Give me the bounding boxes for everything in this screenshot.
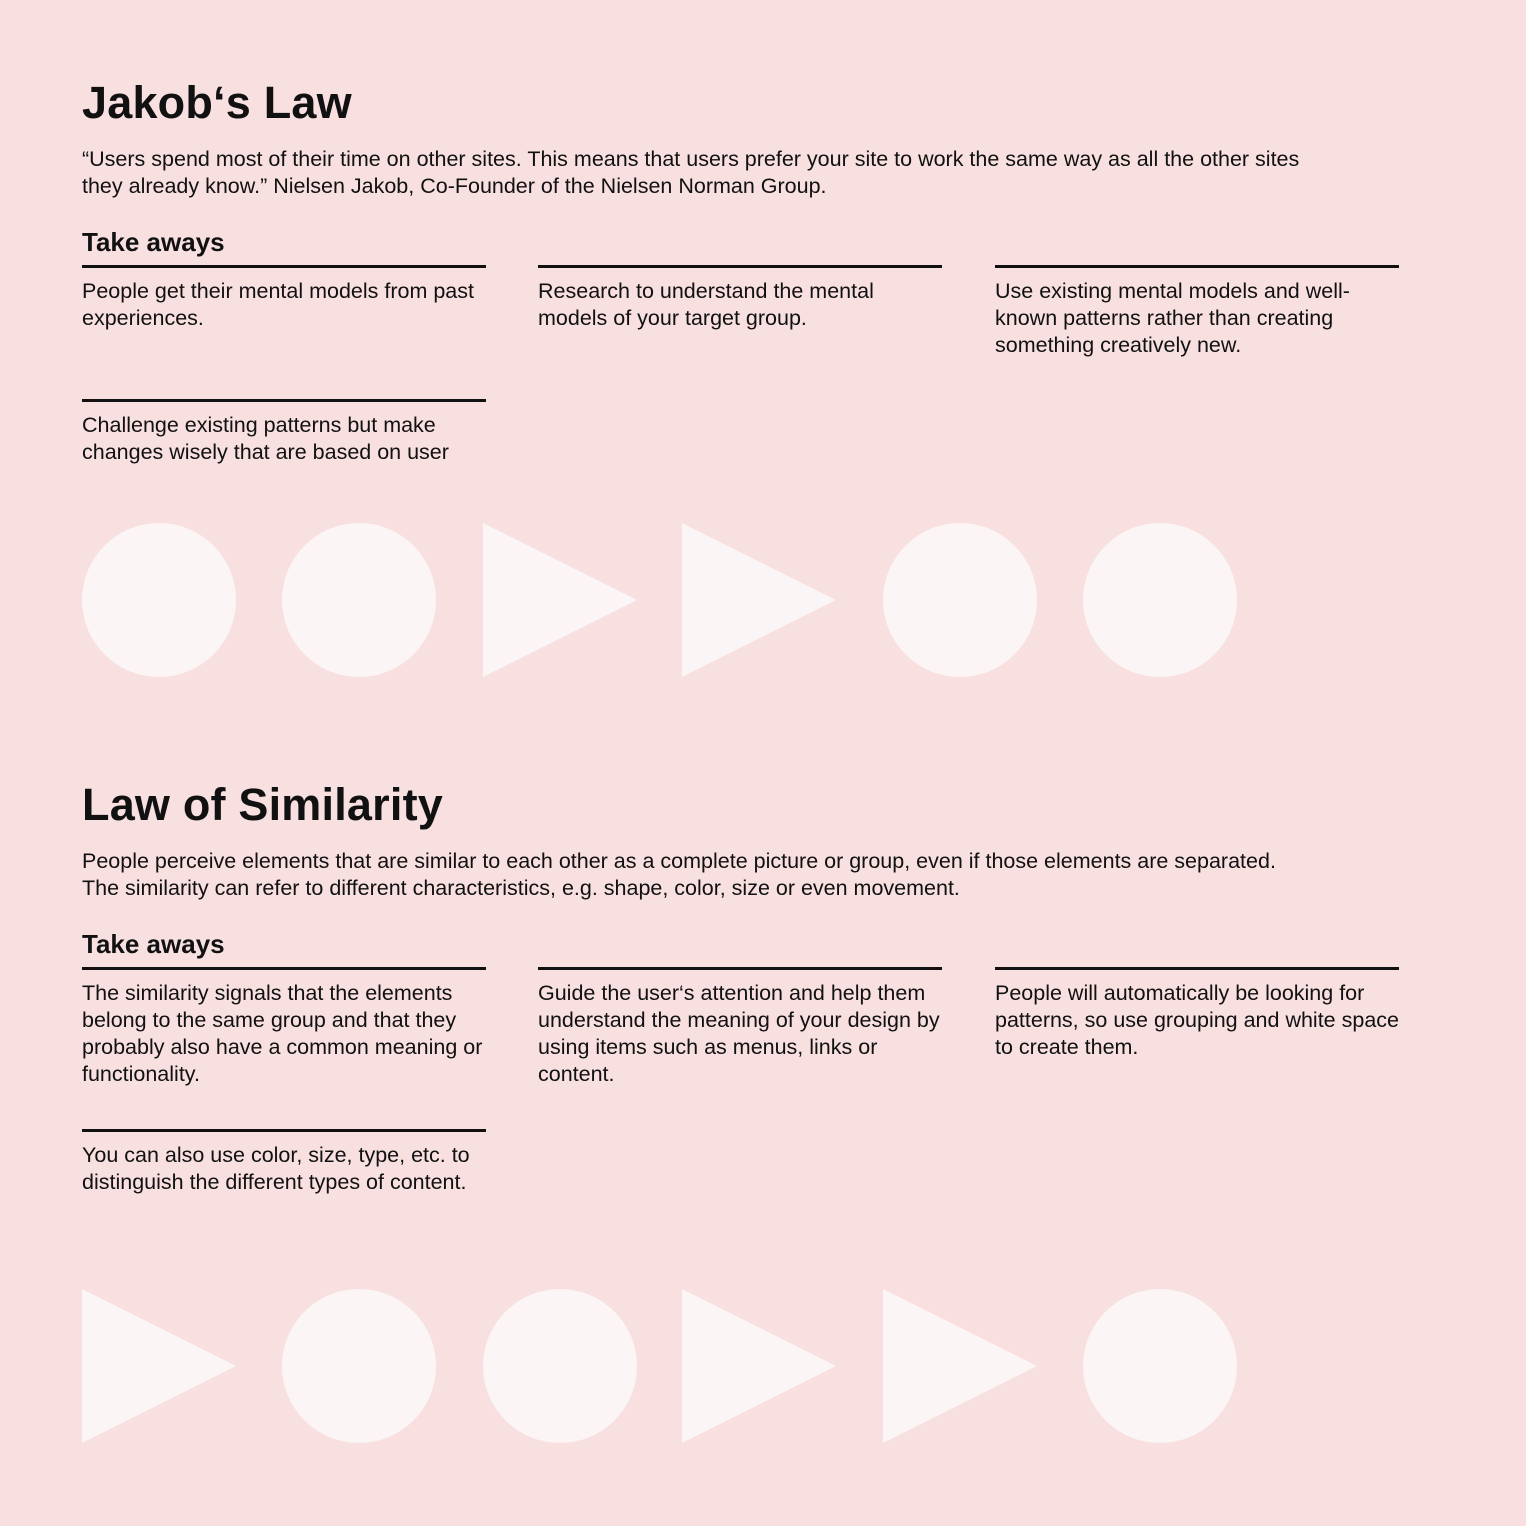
takeaway-card-3: People will automatically be looking for patterns, so use grouping and white space to create them.	[995, 967, 1399, 1061]
circle-shape	[483, 1289, 637, 1443]
description-line-1: “Users spend most of their time on other sites. This means that users prefer your site to work the same way as all the other sites	[82, 147, 1300, 171]
triangle-shape	[483, 523, 637, 677]
section-description	[82, 146, 1392, 200]
circle-shape	[1083, 1289, 1237, 1443]
description-line-1: People perceive elements that are similar to each other as a complete picture or group, even if those elements are separated.	[82, 849, 1276, 873]
takeaway-card-1: The similarity signals that the elements belong to the same group and that they probably also have a common meaning or functionality.	[82, 967, 486, 1088]
description-line-2: they already know.” Nielsen Jakob, Co-Founder of the Nielsen Norman Group.	[82, 174, 827, 198]
triangle-shape	[82, 1289, 236, 1443]
shape-row-similarity	[82, 1289, 1242, 1445]
shape-row-jakob	[82, 523, 1242, 679]
circle-shape	[282, 1289, 436, 1443]
takeaway-card-3: Use existing mental models and well-known patterns rather than creating something creatively new.	[995, 265, 1399, 359]
circle-shape	[82, 523, 236, 677]
section-description	[82, 848, 1392, 902]
takeaways-heading: Take aways	[82, 929, 225, 959]
takeaway-card-1: People get their mental models from past experiences.	[82, 265, 486, 332]
circle-shape	[282, 523, 436, 677]
takeaway-card-2: Research to understand the mental models of your target group.	[538, 265, 942, 332]
section-law-of-similarity	[82, 778, 1402, 1194]
section-jakobs-law	[82, 76, 1402, 464]
circle-shape	[1083, 523, 1237, 677]
triangle-shape	[883, 1289, 1037, 1443]
section-title: Law of Similarity	[82, 779, 443, 830]
description-line-2: The similarity can refer to different characteristics, e.g. shape, color, size or even movement.	[82, 876, 960, 900]
takeaway-card-2: Guide the user‘s attention and help them understand the meaning of your design by using items such as menus, links or content.	[538, 967, 942, 1088]
takeaway-card-4: Challenge existing patterns but make changes wisely that are based on user	[82, 399, 486, 466]
triangle-shape	[682, 523, 836, 677]
section-title: Jakob‘s Law	[82, 77, 352, 128]
triangle-shape	[682, 1289, 836, 1443]
circle-shape	[883, 523, 1037, 677]
takeaway-card-4: You can also use color, size, type, etc. to distinguish the different types of content.	[82, 1129, 486, 1196]
takeaways-heading: Take aways	[82, 227, 225, 257]
